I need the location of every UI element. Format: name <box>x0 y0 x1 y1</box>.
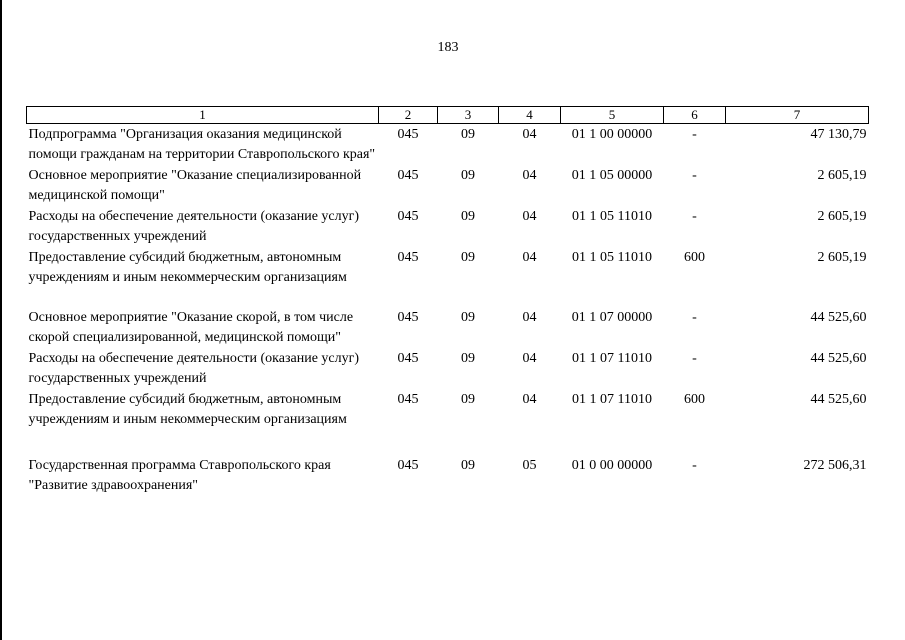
row-amount: 44 525,60 <box>810 310 867 325</box>
row-subsection-code: 04 <box>522 127 537 142</box>
column-header: 1 <box>27 107 379 124</box>
row-target-article: 01 1 05 00000 <box>571 168 653 183</box>
column-header: 2 <box>379 107 438 124</box>
row-name: Основное мероприятие "Оказание специализированной медицинской помощи" <box>28 168 362 203</box>
row-section-code: 09 <box>461 250 475 265</box>
row-amount: 2 605,19 <box>817 250 867 265</box>
column-header: 5 <box>561 107 664 124</box>
row-ministry-code: 045 <box>397 209 419 224</box>
table-row <box>27 389 869 455</box>
row-amount: 2 605,19 <box>817 168 867 183</box>
row-ministry-code: 045 <box>397 168 419 183</box>
page-number: 183 <box>437 40 459 55</box>
row-target-article: 01 0 00 00000 <box>571 458 653 473</box>
row-subsection-code: 04 <box>522 168 537 183</box>
column-header: 7 <box>726 107 869 124</box>
row-target-article: 01 1 00 00000 <box>571 127 653 142</box>
row-expense-type: - <box>692 127 697 142</box>
row-ministry-code: 045 <box>397 127 419 142</box>
column-header: 4 <box>499 107 561 124</box>
row-subsection-code: 04 <box>522 250 537 265</box>
table-row <box>27 124 869 166</box>
row-amount: 272 506,31 <box>803 458 867 473</box>
row-expense-type: - <box>692 168 697 183</box>
row-section-code: 09 <box>461 310 475 325</box>
row-target-article: 01 1 07 00000 <box>571 310 653 325</box>
row-name: Расходы на обеспечение деятельности (оказание услуг) государственных учреждений <box>28 209 360 244</box>
row-expense-type: - <box>692 458 697 473</box>
row-section-code: 09 <box>461 127 475 142</box>
row-section-code: 09 <box>461 209 475 224</box>
row-target-article: 01 1 05 11010 <box>572 250 652 265</box>
page-left-edge <box>0 0 2 640</box>
row-name: Государственная программа Ставропольского края "Развитие здравоохранения" <box>28 458 331 493</box>
row-expense-type: - <box>692 310 697 325</box>
row-section-code: 09 <box>461 168 475 183</box>
table-row <box>27 206 869 247</box>
row-amount: 2 605,19 <box>817 209 867 224</box>
table-row <box>27 348 869 389</box>
table-row <box>27 455 869 496</box>
row-ministry-code: 045 <box>397 310 419 325</box>
row-ministry-code: 045 <box>397 392 419 407</box>
row-name: Предоставление субсидий бюджетным, автономным учреждениям и иным некоммерческим организациям <box>28 250 347 285</box>
row-section-code: 09 <box>461 351 475 366</box>
row-subsection-code: 04 <box>522 209 537 224</box>
row-name: Расходы на обеспечение деятельности (оказание услуг) государственных учреждений <box>28 351 360 386</box>
column-header: 6 <box>664 107 726 124</box>
row-target-article: 01 1 07 11010 <box>572 351 652 366</box>
table-row <box>27 165 869 206</box>
table-row <box>27 247 869 307</box>
table-row <box>27 307 869 348</box>
row-target-article: 01 1 05 11010 <box>572 209 652 224</box>
row-target-article: 01 1 07 11010 <box>572 392 652 407</box>
row-subsection-code: 04 <box>522 392 537 407</box>
row-expense-type: 600 <box>684 250 705 265</box>
budget-table <box>26 106 869 496</box>
row-expense-type: 600 <box>684 392 705 407</box>
row-ministry-code: 045 <box>397 351 419 366</box>
row-subsection-code: 04 <box>522 351 537 366</box>
row-section-code: 09 <box>461 392 475 407</box>
row-subsection-code: 05 <box>522 458 537 473</box>
row-name: Предоставление субсидий бюджетным, автономным учреждениям и иным некоммерческим организациям <box>28 392 347 427</box>
row-expense-type: - <box>692 209 697 224</box>
row-section-code: 09 <box>461 458 475 473</box>
row-expense-type: - <box>692 351 697 366</box>
row-name: Основное мероприятие "Оказание скорой, в том числе скорой специализированной, медицинской помощи" <box>28 310 354 345</box>
column-header: 3 <box>438 107 499 124</box>
row-subsection-code: 04 <box>522 310 537 325</box>
table-header-row <box>27 107 869 124</box>
row-ministry-code: 045 <box>397 458 419 473</box>
row-name: Подпрограмма "Организация оказания медицинской помощи гражданам на территории Ставропольского края" <box>28 127 376 162</box>
row-amount: 44 525,60 <box>810 351 867 366</box>
row-amount: 44 525,60 <box>810 392 867 407</box>
row-amount: 47 130,79 <box>810 127 867 142</box>
row-ministry-code: 045 <box>397 250 419 265</box>
